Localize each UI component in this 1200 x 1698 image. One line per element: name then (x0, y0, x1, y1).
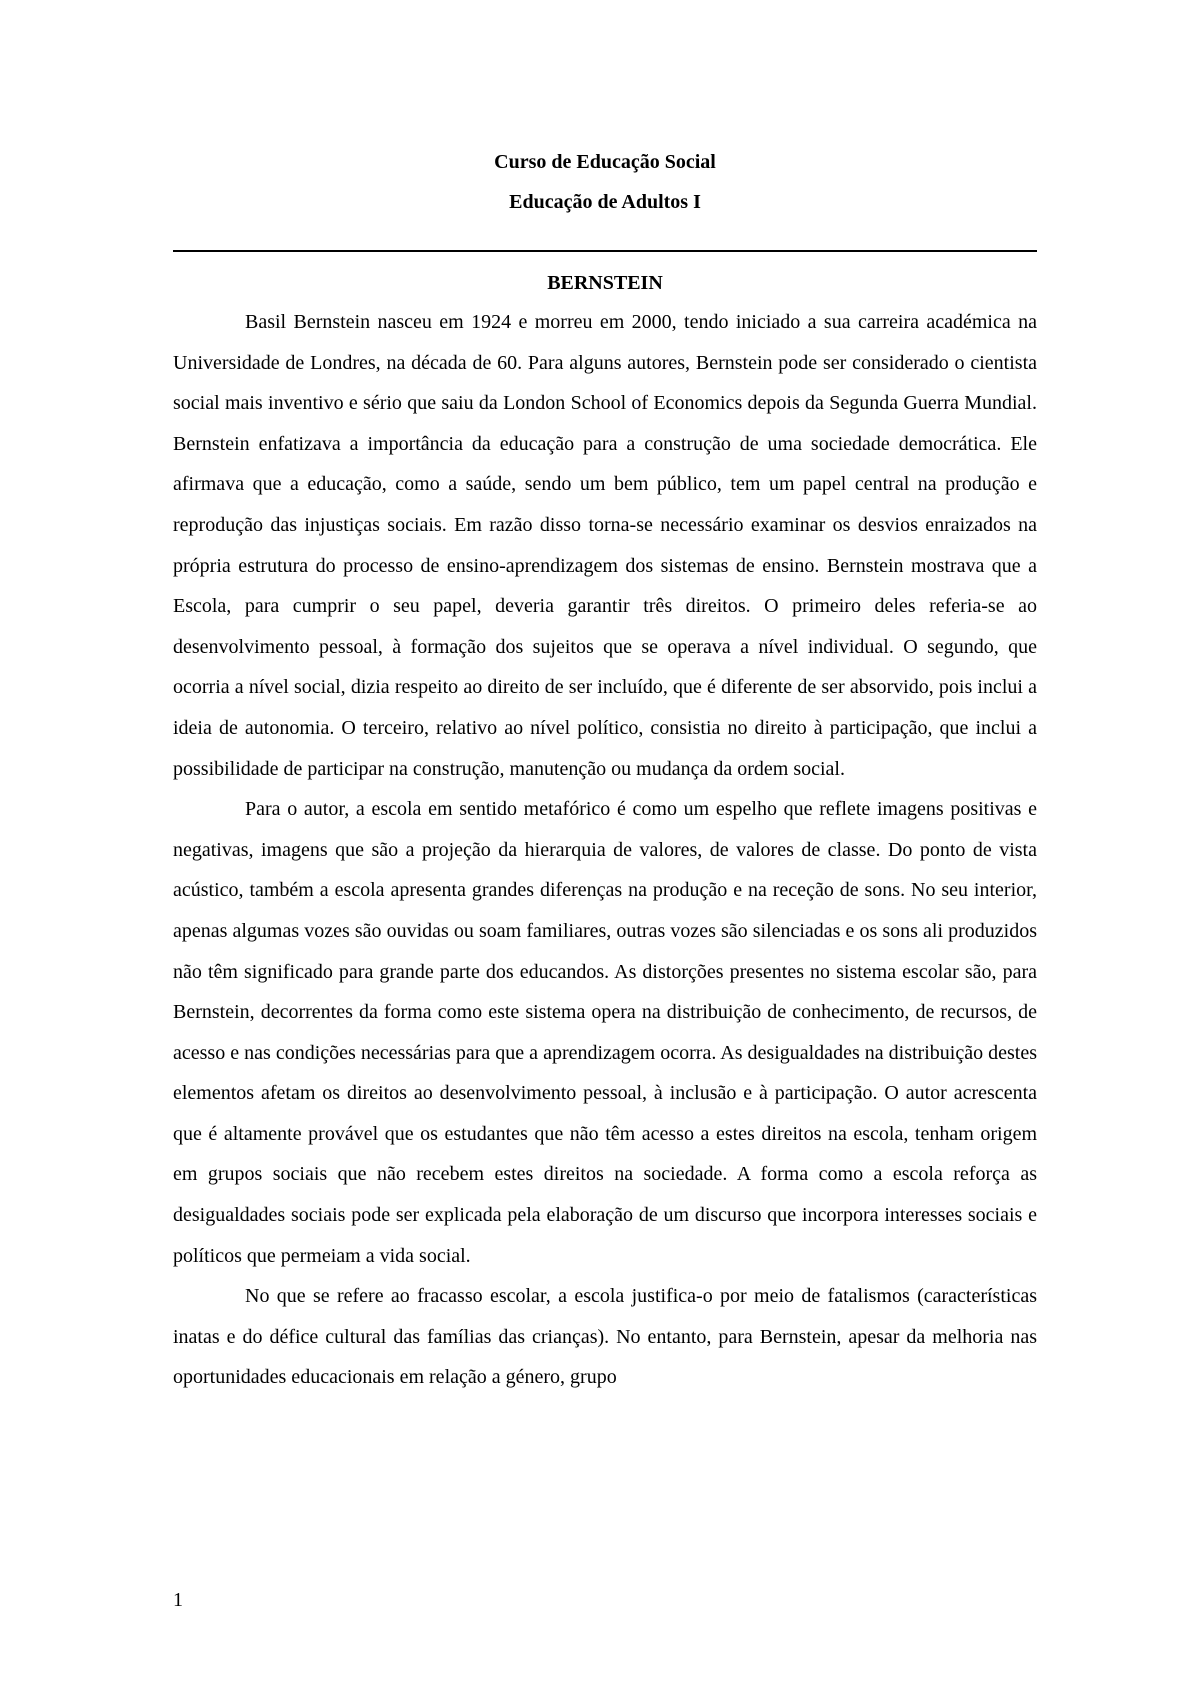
page-number: 1 (173, 1589, 183, 1611)
header-divider (173, 250, 1037, 252)
subject-title: Educação de Adultos I (509, 191, 701, 213)
paragraph-2: Para o autor, a escola em sentido metafórico é como um espelho que reflete imagens positivas e negativas, imagens que são a projeção da hierarquia de valores, de valores de classe. Do ponto de vista acústico, também a escola apresenta grandes diferenças na produção e na receção de sons. No seu interior, apenas algumas vozes são ouvidas ou soam familiares, outras vozes são silenciadas e os sons ali produzidos não têm significado para grande parte dos educandos. As distorções presentes no sistema escolar são, para Bernstein, decorrentes da forma como este sistema opera na distribuição de conhecimento, de recursos, de acesso e nas condições necessárias para que a aprendizagem ocorra. As desigualdades na distribuição destes elementos afetam os direitos ao desenvolvimento pessoal, à inclusão e à participação. O autor acrescenta que é altamente provável que os estudantes que não têm acesso a estes direitos na escola, tenham origem em grupos sociais que não recebem estes direitos na sociedade. A forma como a escola reforça as desigualdades sociais pode ser explicada pela elaboração de um discurso que incorpora interesses sociais e políticos que permeiam a vida social. (173, 798, 1037, 1267)
paragraph-3: No que se refere ao fracasso escolar, a escola justifica-o por meio de fatalismos (características inatas e do défice cultural das famílias das crianças). No entanto, para Bernstein, apesar da melhoria nas oportunidades educacionais em relação a género, grupo (173, 1285, 1037, 1389)
course-title: Curso de Educação Social (494, 151, 716, 173)
document-header (173, 142, 1037, 222)
paragraph-1: Basil Bernstein nasceu em 1924 e morreu em 2000, tendo iniciado a sua carreira académica na Universidade de Londres, na década de 60. Para alguns autores, Bernstein pode ser considerado o cientista social mais inventivo e sério que saiu da London School of Economics depois da Segunda Guerra Mundial. Bernstein enfatizava a importância da educação para a construção de uma sociedade democrática. Ele afirmava que a educação, como a saúde, sendo um bem público, tem um papel central na produção e reprodução das injustiças sociais. Em razão disso torna-se necessário examinar os desvios enraizados na própria estrutura do processo de ensino-aprendizagem dos sistemas de ensino. Bernstein mostrava que a Escola, para cumprir o seu papel, deveria garantir três direitos. O primeiro deles referia-se ao desenvolvimento pessoal, à formação dos sujeitos que se operava a nível individual. O segundo, que ocorria a nível social, dizia respeito ao direito de ser incluído, que é diferente de ser absorvido, pois inclui a ideia de autonomia. O terceiro, relativo ao nível político, consistia no direito à participação, que inclui a possibilidade de participar na construção, manutenção ou mudança da ordem social. (173, 311, 1037, 780)
document-page (173, 0, 1037, 1698)
section-title: BERNSTEIN (547, 272, 663, 294)
body-text (173, 302, 1037, 1398)
